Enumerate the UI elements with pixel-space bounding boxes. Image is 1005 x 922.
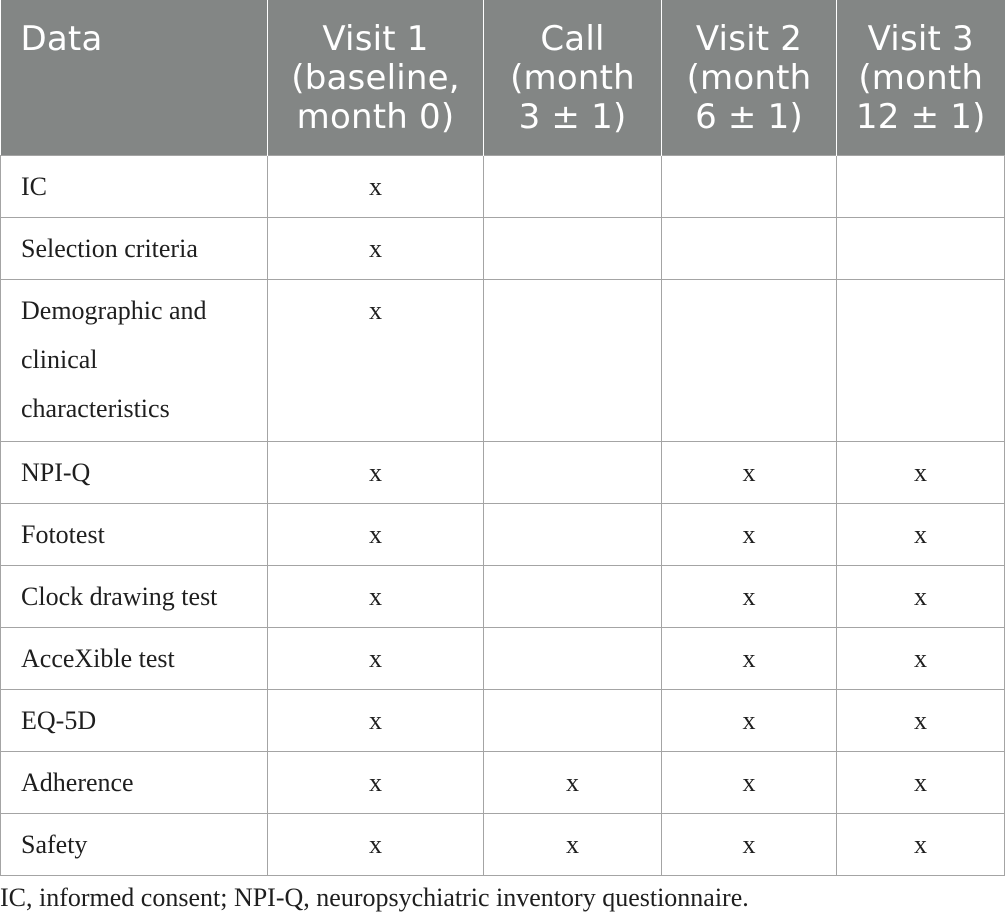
cell-visit-1: x — [268, 217, 484, 279]
row-label: IC — [1, 155, 268, 217]
cell-visit-2 — [662, 155, 837, 217]
table-row-clock-drawing — [1, 565, 1005, 627]
cell-visit-1: x — [268, 503, 484, 565]
cell-call — [484, 155, 662, 217]
cell-visit-3 — [837, 155, 1005, 217]
table-row-safety — [1, 813, 1005, 875]
table-footnote: IC, informed consent; NPI-Q, neuropsychiatric inventory questionnaire. — [0, 883, 749, 912]
cell-visit-3: x — [837, 441, 1005, 503]
table-row-npi-q — [1, 441, 1005, 503]
cell-visit-2: x — [662, 565, 837, 627]
cell-call — [484, 503, 662, 565]
cell-visit-3 — [837, 217, 1005, 279]
cell-call — [484, 565, 662, 627]
cell-visit-3: x — [837, 503, 1005, 565]
row-label: NPI-Q — [1, 441, 268, 503]
row-label: Clock drawing test — [1, 565, 268, 627]
cell-visit-3: x — [837, 627, 1005, 689]
cell-visit-2: x — [662, 689, 837, 751]
table-body — [1, 155, 1005, 875]
row-label: Safety — [1, 813, 268, 875]
header-visit-2: Visit 2 (month 6 ± 1) — [662, 0, 837, 155]
cell-visit-1: x — [268, 813, 484, 875]
row-label: Selection criteria — [1, 217, 268, 279]
cell-visit-1: x — [268, 279, 484, 441]
header-visit-3: Visit 3 (month 12 ± 1) — [837, 0, 1005, 155]
table-row-ic — [1, 155, 1005, 217]
row-label: AcceXible test — [1, 627, 268, 689]
row-label: Adherence — [1, 751, 268, 813]
cell-call — [484, 627, 662, 689]
cell-call — [484, 217, 662, 279]
table-row-accexible — [1, 627, 1005, 689]
cell-visit-2: x — [662, 813, 837, 875]
table-row-eq-5d — [1, 689, 1005, 751]
cell-visit-1: x — [268, 751, 484, 813]
table-row-selection-criteria — [1, 217, 1005, 279]
header-row — [1, 0, 1005, 155]
row-label: Demographic and clinical characteristics — [1, 279, 268, 441]
table-header — [1, 0, 1005, 155]
table-row-adherence — [1, 751, 1005, 813]
header-visit-1: Visit 1 (baseline, month 0) — [268, 0, 484, 155]
cell-visit-1: x — [268, 627, 484, 689]
cell-call: x — [484, 751, 662, 813]
cell-visit-2: x — [662, 627, 837, 689]
cell-visit-3: x — [837, 813, 1005, 875]
cell-visit-3: x — [837, 565, 1005, 627]
cell-visit-2: x — [662, 751, 837, 813]
cell-visit-1: x — [268, 155, 484, 217]
cell-visit-1: x — [268, 689, 484, 751]
table-row-fototest — [1, 503, 1005, 565]
row-label: EQ-5D — [1, 689, 268, 751]
cell-call — [484, 279, 662, 441]
row-label: Fototest — [1, 503, 268, 565]
cell-visit-1: x — [268, 565, 484, 627]
cell-visit-3 — [837, 279, 1005, 441]
cell-visit-3: x — [837, 689, 1005, 751]
cell-call — [484, 689, 662, 751]
cell-call — [484, 441, 662, 503]
table-row-demographic — [1, 279, 1005, 441]
cell-visit-2: x — [662, 441, 837, 503]
header-data: Data — [1, 0, 268, 155]
cell-visit-2: x — [662, 503, 837, 565]
cell-visit-2 — [662, 217, 837, 279]
cell-visit-2 — [662, 279, 837, 441]
cell-visit-3: x — [837, 751, 1005, 813]
cell-visit-1: x — [268, 441, 484, 503]
header-call: Call (month 3 ± 1) — [484, 0, 662, 155]
cell-call: x — [484, 813, 662, 875]
